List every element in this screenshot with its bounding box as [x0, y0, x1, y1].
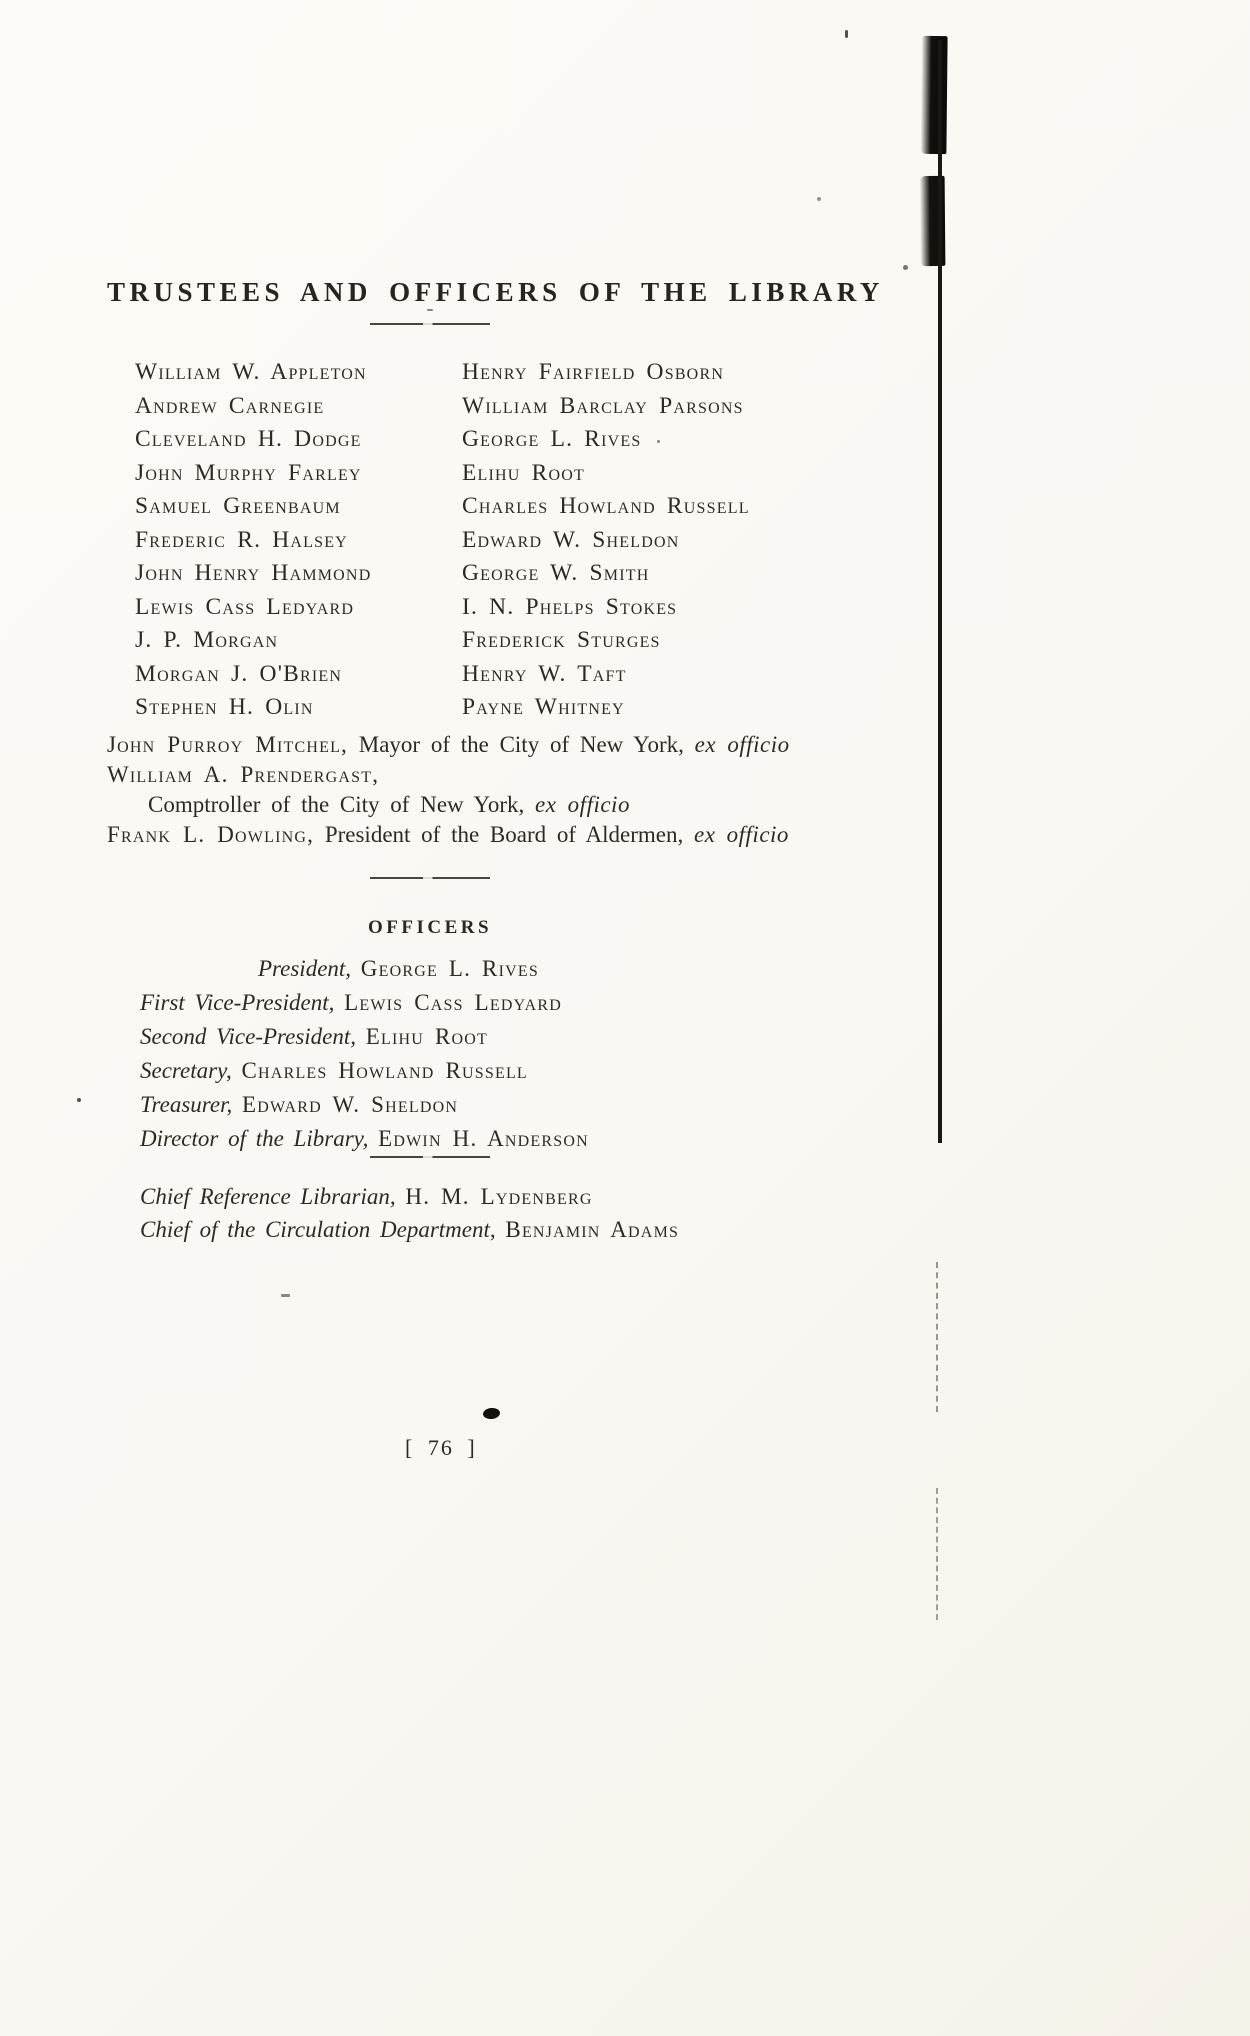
chief-name: H. M. Lydenberg	[405, 1184, 593, 1209]
officer-entry	[140, 952, 840, 986]
ex-officio-entry-continuation	[107, 790, 867, 820]
chiefs-list	[140, 1180, 860, 1246]
trustee-name: William Barclay Parsons	[462, 392, 744, 419]
scan-edge-artifact	[920, 36, 947, 154]
trustee-name: George L. Rives	[462, 426, 642, 452]
trustee-name: Stephen H. Olin	[135, 694, 314, 720]
scan-speck-artifact	[845, 30, 848, 38]
page-number: [ 76 ]	[405, 1435, 477, 1460]
ex-officio-section	[107, 730, 867, 850]
trustee-name: Frederick Sturges	[462, 627, 661, 653]
trustee-name: Charles Howland Russell	[462, 493, 750, 519]
scan-speck-artifact	[77, 1098, 81, 1102]
ex-officio-entry	[107, 730, 867, 760]
chief-name: Benjamin Adams	[505, 1217, 680, 1242]
divider	[370, 323, 490, 325]
ex-officio-name: John Purroy Mitchel,	[107, 732, 348, 757]
trustee-name: John Henry Hammond	[135, 560, 372, 586]
officer-name: Charles Howland Russell	[241, 1058, 528, 1083]
officer-name: Elihu Root	[365, 1024, 489, 1049]
scan-edge-line-artifact	[938, 40, 942, 1143]
chief-entry	[140, 1213, 860, 1246]
ink-spot-artifact	[482, 1407, 500, 1420]
trustee-name: Samuel Greenbaum	[135, 493, 341, 519]
officer-entry	[140, 986, 840, 1020]
trustee-name: J. P. Morgan	[135, 627, 279, 653]
scan-speck-artifact	[657, 440, 660, 443]
trustee-name: George W. Smith	[462, 560, 650, 586]
trustee-name: I. N. Phelps Stokes	[462, 593, 678, 620]
chief-entry	[140, 1180, 860, 1213]
trustee-name: Payne Whitney	[462, 694, 625, 720]
officers-list	[140, 952, 840, 1156]
scan-speck-artifact	[903, 265, 908, 270]
ex-officio-name: Frank L. Dowling,	[107, 822, 315, 847]
officer-entry	[140, 1020, 840, 1054]
officers-heading: OFFICERS	[368, 917, 493, 938]
scan-speck-artifact	[281, 1294, 290, 1297]
officer-title: Treasurer,	[140, 1092, 233, 1117]
scan-edge-dash-artifact	[936, 1488, 938, 1620]
officer-title: Secretary,	[140, 1058, 232, 1083]
trustee-name: William W. Appleton	[135, 359, 367, 385]
trustees-left-column	[135, 356, 371, 725]
officer-entry	[140, 1122, 840, 1156]
ex-officio-tag: ex officio	[694, 732, 790, 757]
trustee-name: Lewis Cass Ledyard	[135, 593, 355, 620]
trustee-name: Frederic R. Halsey	[135, 526, 348, 553]
trustee-name: Henry Fairfield Osborn	[462, 359, 725, 385]
officer-title: Director of the Library,	[140, 1126, 369, 1151]
trustee-name: Andrew Carnegie	[135, 392, 325, 419]
ex-officio-entry	[107, 760, 867, 790]
scan-edge-dash-artifact	[936, 1262, 938, 1412]
ex-officio-entry	[107, 820, 867, 850]
trustee-name: Edward W. Sheldon	[462, 526, 680, 553]
scan-speck-artifact	[427, 309, 433, 311]
officer-name: Lewis Cass Ledyard	[344, 990, 562, 1015]
officer-entry	[140, 1054, 840, 1088]
officer-title: First Vice-President,	[140, 990, 335, 1015]
ex-officio-tag: ex officio	[693, 822, 789, 847]
officer-title: President,	[258, 956, 352, 981]
chief-title: Chief of the Circulation Department,	[140, 1217, 496, 1242]
trustees-right-column	[462, 356, 750, 725]
officer-name: Edwin H. Anderson	[378, 1126, 589, 1151]
officer-name: George L. Rives	[360, 956, 539, 981]
divider	[370, 877, 490, 879]
page-title: TRUSTEES AND OFFICERS OF THE LIBRARY	[107, 277, 884, 307]
ex-officio-tag: ex officio	[535, 792, 630, 817]
ex-officio-role: President of the Board of Aldermen,	[324, 822, 684, 847]
trustee-name: John Murphy Farley	[135, 459, 362, 486]
trustee-name: Elihu Root	[462, 459, 585, 486]
ex-officio-role: Mayor of the City of New York,	[358, 732, 684, 757]
trustee-name: Henry W. Taft	[462, 660, 627, 687]
chief-title: Chief Reference Librarian,	[140, 1184, 396, 1209]
trustee-name: Cleveland H. Dodge	[135, 426, 362, 452]
ex-officio-role: Comptroller of the City of New York,	[148, 792, 525, 817]
officer-title: Second Vice-President,	[140, 1024, 357, 1049]
trustee-name: Morgan J. O'Brien	[135, 660, 343, 687]
divider	[370, 1156, 490, 1158]
officer-name: Edward W. Sheldon	[242, 1092, 459, 1117]
officer-entry	[140, 1088, 840, 1122]
scan-speck-artifact	[817, 197, 821, 201]
ex-officio-name: William A. Prendergast,	[107, 762, 380, 787]
